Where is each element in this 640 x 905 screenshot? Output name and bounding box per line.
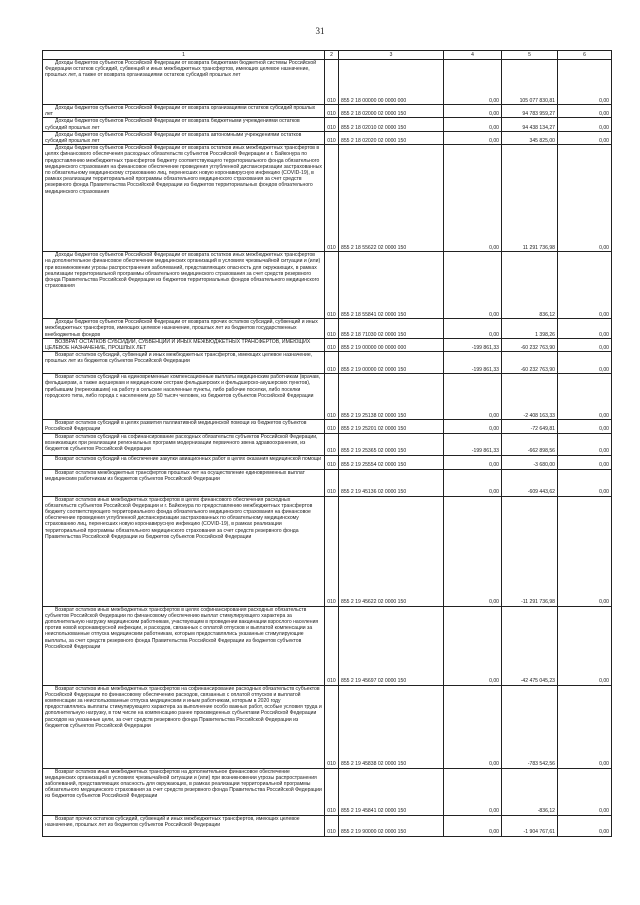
value-col5-cell: -60 232 763,90 — [502, 352, 558, 374]
line-code-cell: 010 — [325, 469, 339, 496]
value-col5-cell: -60 232 763,90 — [502, 338, 558, 351]
budget-classification-code-cell: 855 2 19 00000 00 0000 000 — [339, 338, 444, 351]
column-number-row — [43, 51, 612, 60]
table-row — [43, 131, 612, 144]
budget-classification-code-cell: 855 2 19 45136 02 0000 150 — [339, 469, 444, 496]
value-col4-cell: 0,00 — [444, 374, 502, 420]
line-code-cell: 010 — [325, 319, 339, 339]
value-col6-cell: 0,00 — [558, 374, 612, 420]
value-col4-cell: 0,00 — [444, 319, 502, 339]
value-col4-cell: 0,00 — [444, 420, 502, 433]
income-name-cell: Возврат остатков иных межбюджетных трансфертов на дополнительное финансовое обеспечение медицинских организаций в условиях чрезвычайной ситуации и (или) при возникновении угрозы распространения заболеваний, представляющих опасность для окружающих, в рамках реализации территориальной программы обязательного медицинского страхования за счет средств резервного фонда Правительства Российской Федерации из бюджетов субъектов Российской Федерации — [43, 768, 325, 815]
budget-classification-code-cell: 855 2 18 02020 02 0000 150 — [339, 131, 444, 144]
value-col5-cell: -42 475 045,23 — [502, 606, 558, 685]
value-col6-cell: 0,00 — [558, 118, 612, 131]
line-code-cell: 010 — [325, 455, 339, 469]
income-name-cell: Доходы бюджетов субъектов Российской Федерации от возврата бюджетными учреждениями остатков субсидий прошлых лет — [43, 118, 325, 131]
table-row — [43, 352, 612, 374]
value-col4-cell: 0,00 — [444, 496, 502, 606]
value-col4-cell: -199 861,33 — [444, 338, 502, 351]
table-row — [43, 374, 612, 420]
income-name-cell: Доходы бюджетов субъектов Российской Федерации от возврата бюджетами бюджетной системы Российской Федерации остатков субсидий, субвенций и иных межбюджетных трансфертов, имеющих целевое назначение, прошлых лет, а также от возврата организациями остатков субсидий прошлых лет — [43, 60, 325, 105]
table-row — [43, 433, 612, 455]
value-col6-cell: 0,00 — [558, 319, 612, 339]
value-col5-cell: 836,12 — [502, 252, 558, 319]
budget-execution-table — [42, 50, 612, 837]
table-row — [43, 420, 612, 433]
income-name-cell: Возврат остатков иных межбюджетных трансфертов на софинансирование расходных обязательств субъектов Российской Федерации по финансовому обеспечению расходов, связанных с оплатой отпусков и выплатой компенсации за неиспользованные отпуска медицинским и иным работникам, которым в 2020 году предоставлялись выплаты стимулирующего характера за выполнение особо важных работ, особые условия труда и дополнительную нагрузку, в том числе на компенсацию ранее произведенных субъектами Российской Федерации расходов на указанные цели, за счет средств резервного фонда Правительства Российской Федерации из бюджетов субъектов Российской Федерации — [43, 685, 325, 768]
table-row — [43, 118, 612, 131]
table-row — [43, 768, 612, 815]
budget-classification-code-cell: 855 2 18 00000 00 0000 000 — [339, 60, 444, 105]
line-code-cell: 010 — [325, 131, 339, 144]
line-code-cell: 010 — [325, 496, 339, 606]
line-code-cell: 010 — [325, 105, 339, 118]
budget-classification-code-cell: 855 2 19 45838 02 0000 150 — [339, 685, 444, 768]
value-col4-cell: 0,00 — [444, 469, 502, 496]
income-name-cell: Доходы бюджетов субъектов Российской Федерации от возврата остатков иных межбюджетных трансфертов в целях финансового обеспечения расходных обязательств субъектов Российской Федерации и г. Байконура по предоставлению межбюджетных трансфертов бюджету соответствующего территориального фонда обязательного медицинского страхования на финансовое обеспечение проведения углубленной диспансеризации застрахованных по обязательному медицинскому страхованию лиц, перенесших новую коронавирусную инфекцию (COVID-19), в рамках реализации территориальной программы обязательного медицинского страхования за счет средств резервного фонда Правительства Российской Федерации из бюджетов территориальных фондов обязательного медицинского страхования — [43, 145, 325, 252]
value-col6-cell: 0,00 — [558, 455, 612, 469]
value-col4-cell: 0,00 — [444, 252, 502, 319]
income-name-cell: Возврат остатков иных межбюджетных трансфертов в целях финансового обеспечения расходных обязательств субъектов Российской Федерации и г. Байконура по предоставлению межбюджетных трансфертов бюджету соответствующего территориального фонда обязательного медицинского страхования на финансовое обеспечение проведения углубленной диспансеризации застрахованных по обязательному медицинскому страхованию лиц, перенесших новую коронавирусную инфекцию (COVID-19), в рамках реализации территориальной программы обязательного медицинского страхования за счет средств резервного фонда Правительства Российской Федерации из бюджетов субъектов Российской Федерации — [43, 496, 325, 606]
value-col4-cell: 0,00 — [444, 685, 502, 768]
value-col6-cell: 0,00 — [558, 433, 612, 455]
value-col6-cell: 0,00 — [558, 105, 612, 118]
value-col6-cell: 0,00 — [558, 145, 612, 252]
value-col6-cell: 0,00 — [558, 352, 612, 374]
table-row — [43, 815, 612, 836]
income-name-cell: Доходы бюджетов субъектов Российской Федерации от возврата остатков иных межбюджетных трансфертов на дополнительное финансовое обеспечение медицинских организаций в условиях чрезвычайной ситуации и (или) при возникновении угрозы распространения заболеваний, представляющих опасность для окружающих, в рамках реализации территориальной программы обязательного медицинского страхования за счет средств резервного фонда Правительства Российской Федерации из бюджетов территориальных фондов обязательного медицинского страхования — [43, 252, 325, 319]
value-col5-cell: -72 649,81 — [502, 420, 558, 433]
line-code-cell: 010 — [325, 352, 339, 374]
table-row — [43, 338, 612, 351]
table-row — [43, 252, 612, 319]
page-number: 31 — [315, 26, 325, 36]
value-col5-cell: -1 904 767,61 — [502, 815, 558, 836]
value-col5-cell: -662 898,56 — [502, 433, 558, 455]
value-col5-cell: 345 825,00 — [502, 131, 558, 144]
income-name-cell: Возврат остатков субсидий на софинансирование расходных обязательств субъектов Российской Федерации, возникающих при реализации региональных программ модернизации первичного звена здравоохранения, из бюджетов субъектов Российской Федерации — [43, 433, 325, 455]
table-row — [43, 145, 612, 252]
line-code-cell: 010 — [325, 252, 339, 319]
value-col6-cell: 0,00 — [558, 420, 612, 433]
column-header-3: 3 — [339, 51, 444, 60]
value-col4-cell: 0,00 — [444, 60, 502, 105]
table-row — [43, 496, 612, 606]
value-col4-cell: 0,00 — [444, 131, 502, 144]
budget-classification-code-cell: 855 2 19 45841 02 0000 150 — [339, 768, 444, 815]
table-row — [43, 60, 612, 105]
line-code-cell: 010 — [325, 60, 339, 105]
income-name-cell: Возврат остатков субсидий на обеспечение закупки авиационных работ в целях оказания медицинской помощи — [43, 455, 325, 469]
value-col4-cell: 0,00 — [444, 145, 502, 252]
value-col6-cell: 0,00 — [558, 469, 612, 496]
value-col5-cell: 105 077 830,81 — [502, 60, 558, 105]
value-col5-cell: 94 438 134,27 — [502, 118, 558, 131]
value-col6-cell: 0,00 — [558, 685, 612, 768]
income-name-cell: Возврат остатков субсидий, субвенций и иных межбюджетных трансфертов, имеющих целевое назначение, прошлых лет из бюджетов субъектов Российской Федерации — [43, 352, 325, 374]
value-col6-cell: 0,00 — [558, 606, 612, 685]
column-header-5: 5 — [502, 51, 558, 60]
income-name-cell: Возврат остатков иных межбюджетных трансфертов в целях софинансирования расходных обязательств субъектов Российской Федерации по финансовому обеспечению выплат стимулирующего характера за дополнительную нагрузку медицинским работникам, участвующим в проведении вакцинации взрослого населения против новой коронавирусной инфекции, и расходов, связанных с оплатой отпусков и выплатой компенсации за неиспользованные отпуска медицинским работникам, которым предоставлялись указанные стимулирующие выплаты, за счет средств резервного фонда Правительства Российской Федерации из бюджетов субъектов Российской Федерации — [43, 606, 325, 685]
budget-classification-code-cell: 855 2 19 25554 02 0000 150 — [339, 455, 444, 469]
value-col6-cell: 0,00 — [558, 815, 612, 836]
value-col6-cell: 0,00 — [558, 496, 612, 606]
line-code-cell: 010 — [325, 768, 339, 815]
value-col5-cell: -3 680,00 — [502, 455, 558, 469]
income-name-cell: Возврат остатков субсидий на единовременные компенсационные выплаты медицинским работникам (врачам, фельдшерам, а также акушеркам и медицинским сестрам фельдшерских и фельдшерско-акушерских пунктов), прибывшим (переехавшим) на работу в сельские населенные пункты, либо рабочие поселки, либо поселки городского типа, либо города с населением до 50 тысяч человек, из бюджетов субъектов Российской Федерации — [43, 374, 325, 420]
value-col5-cell: -836,12 — [502, 768, 558, 815]
budget-classification-code-cell: 855 2 19 90000 02 0000 150 — [339, 815, 444, 836]
value-col5-cell: -783 542,56 — [502, 685, 558, 768]
value-col4-cell: 0,00 — [444, 815, 502, 836]
value-col4-cell: 0,00 — [444, 105, 502, 118]
income-name-cell: Доходы бюджетов субъектов Российской Федерации от возврата прочих остатков субсидий, субвенций и иных межбюджетных трансфертов, имеющих целевое назначение, прошлых лет из бюджетов государственных внебюджетных фондов — [43, 319, 325, 339]
value-col4-cell: 0,00 — [444, 768, 502, 815]
table-row — [43, 606, 612, 685]
budget-classification-code-cell: 855 2 19 00000 02 0000 150 — [339, 352, 444, 374]
income-name-cell: Доходы бюджетов субъектов Российской Федерации от возврата автономными учреждениями остатков субсидий прошлых лет — [43, 131, 325, 144]
table-row — [43, 685, 612, 768]
table-row — [43, 469, 612, 496]
value-col5-cell: 11 291 736,98 — [502, 145, 558, 252]
value-col6-cell: 0,00 — [558, 252, 612, 319]
budget-classification-code-cell: 855 2 18 55841 02 0000 150 — [339, 252, 444, 319]
line-code-cell: 010 — [325, 338, 339, 351]
value-col6-cell: 0,00 — [558, 338, 612, 351]
value-col4-cell: 0,00 — [444, 455, 502, 469]
value-col4-cell: -199 861,33 — [444, 352, 502, 374]
budget-classification-code-cell: 855 2 19 45697 02 0000 150 — [339, 606, 444, 685]
income-name-cell: ВОЗВРАТ ОСТАТКОВ СУБСИДИЙ, СУБВЕНЦИЙ И ИНЫХ МЕЖБЮДЖЕТНЫХ ТРАНСФЕРТОВ, ИМЕЮЩИХ ЦЕЛЕВОЕ НАЗНАЧЕНИЕ, ПРОШЛЫХ ЛЕТ — [43, 338, 325, 351]
value-col5-cell: 1 398,26 — [502, 319, 558, 339]
budget-classification-code-cell: 855 2 19 25365 02 0000 150 — [339, 433, 444, 455]
budget-classification-code-cell: 855 2 19 25138 02 0000 150 — [339, 374, 444, 420]
table-row — [43, 105, 612, 118]
budget-classification-code-cell: 855 2 18 02010 02 0000 150 — [339, 118, 444, 131]
value-col5-cell: -609 443,62 — [502, 469, 558, 496]
line-code-cell: 010 — [325, 815, 339, 836]
line-code-cell: 010 — [325, 420, 339, 433]
table-row — [43, 319, 612, 339]
value-col5-cell: -11 291 736,98 — [502, 496, 558, 606]
budget-classification-code-cell: 855 2 18 55622 02 0000 150 — [339, 145, 444, 252]
value-col5-cell: 94 783 959,27 — [502, 105, 558, 118]
budget-classification-code-cell: 855 2 18 02000 02 0000 150 — [339, 105, 444, 118]
income-name-cell: Возврат прочих остатков субсидий, субвенций и иных межбюджетных трансфертов, имеющих целевое назначение, прошлых лет из бюджетов субъектов Российской Федерации — [43, 815, 325, 836]
line-code-cell: 010 — [325, 374, 339, 420]
column-header-4: 4 — [444, 51, 502, 60]
column-header-2: 2 — [325, 51, 339, 60]
income-name-cell: Возврат остатков субсидий в целях развития паллиативной медицинской помощи из бюджетов субъектов Российской Федерации — [43, 420, 325, 433]
value-col6-cell: 0,00 — [558, 768, 612, 815]
income-name-cell: Доходы бюджетов субъектов Российской Федерации от возврата организациями остатков субсидий прошлых лет — [43, 105, 325, 118]
line-code-cell: 010 — [325, 433, 339, 455]
value-col4-cell: -199 861,33 — [444, 433, 502, 455]
value-col4-cell: 0,00 — [444, 118, 502, 131]
value-col6-cell: 0,00 — [558, 131, 612, 144]
table-row — [43, 455, 612, 469]
value-col5-cell: -2 408 163,33 — [502, 374, 558, 420]
line-code-cell: 010 — [325, 118, 339, 131]
line-code-cell: 010 — [325, 145, 339, 252]
line-code-cell: 010 — [325, 685, 339, 768]
column-header-1: 1 — [43, 51, 325, 60]
column-header-6: 6 — [558, 51, 612, 60]
value-col4-cell: 0,00 — [444, 606, 502, 685]
budget-classification-code-cell: 855 2 18 71030 02 0000 150 — [339, 319, 444, 339]
budget-classification-code-cell: 855 2 19 45622 02 0000 150 — [339, 496, 444, 606]
income-name-cell: Возврат остатков межбюджетных трансфертов прошлых лет на осуществление единовременных выплат медицинским работникам из бюджетов субъектов Российской Федерации — [43, 469, 325, 496]
budget-classification-code-cell: 855 2 19 25201 02 0000 150 — [339, 420, 444, 433]
value-col6-cell: 0,00 — [558, 60, 612, 105]
line-code-cell: 010 — [325, 606, 339, 685]
